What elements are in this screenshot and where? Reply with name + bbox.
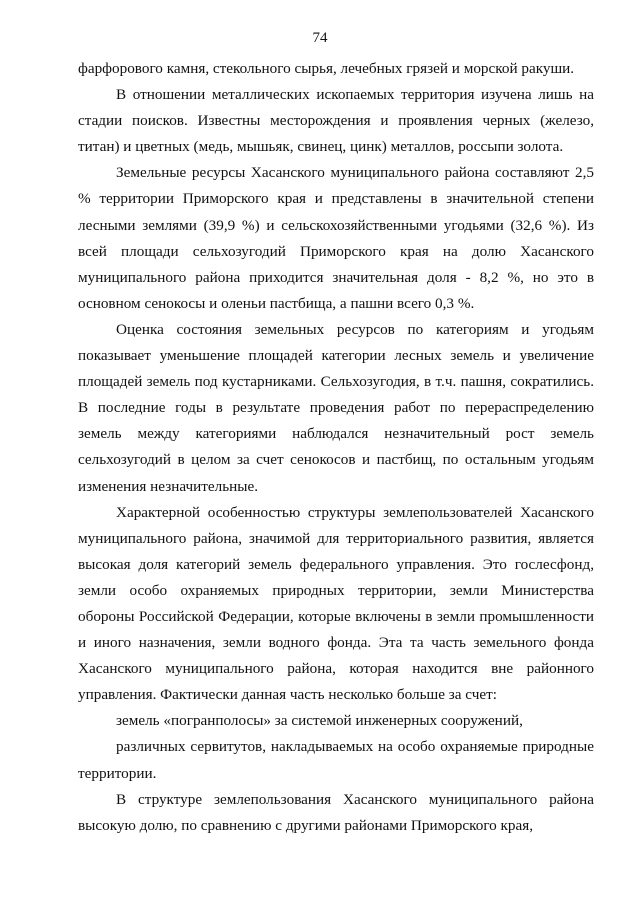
body-text [78,56,594,839]
paragraph-1: фарфорового камня, стекольного сырья, лечебных грязей и морской ракуши. [78,60,575,77]
paragraph-5: Характерной особенностью структуры землепользователей Хасанского муниципального района, значимой для территориального развития, является высокая доля категорий земель федерального управления. Это гослесфонд, земли особо охраняемых природных территории, земли Министерства обороны Российской Федерации, которые включены в земли промышленности и иного назначения, земли водного фонда. Эта та часть земельного фонда Хасанского муниципального района, которая находится вне районного управления. Фактически данная часть несколько больше за счет: [78,503,594,704]
paragraph-2: В отношении металлических ископаемых территория изучена лишь на стадии поисков. Известны месторождения и проявления черных (железо, титан) и цветных (медь, мышьяк, свинец, цинк) металлов, россыпи золота. [78,86,594,156]
paragraph-4: Оценка состояния земельных ресурсов по категориям и угодьям показывает уменьшение площадей категории лесных земель и увеличение площадей земель под кустарниками. Сельхозугодия, в т.ч. пашня, сократились. В последние годы в результате проведения работ по перераспределению земель между категориями наблюдался незначительный рост земель сельхозугодий в целом за счет сенокосов и пастбищ, по остальным угодьям изменения незначительные. [78,320,594,495]
paragraph-8: В структуре землепользования Хасанского муниципального района высокую долю, по сравнению с другими районами Приморского края, [78,790,594,834]
paragraph-7: различных сервитутов, накладываемых на особо охраняемые природные территории. [78,738,594,782]
paragraph-6: земель «погранполосы» за системой инженерных сооружений, [116,712,523,730]
page-number: 74 [312,30,328,46]
paragraph-3: Земельные ресурсы Хасанского муниципального района составляют 2,5 % территории Приморского края и представлены в значительной степени лесными землями (39,9 %) и сельскохозяйственными угодьями (32,6 %). Из всей площади сельхозугодий Приморского края на долю Хасанского муниципального района приходится значительная доля - 8,2 %, но это в основном сенокосы и оленьи пастбища, а пашни всего 0,3 %. [78,164,594,312]
